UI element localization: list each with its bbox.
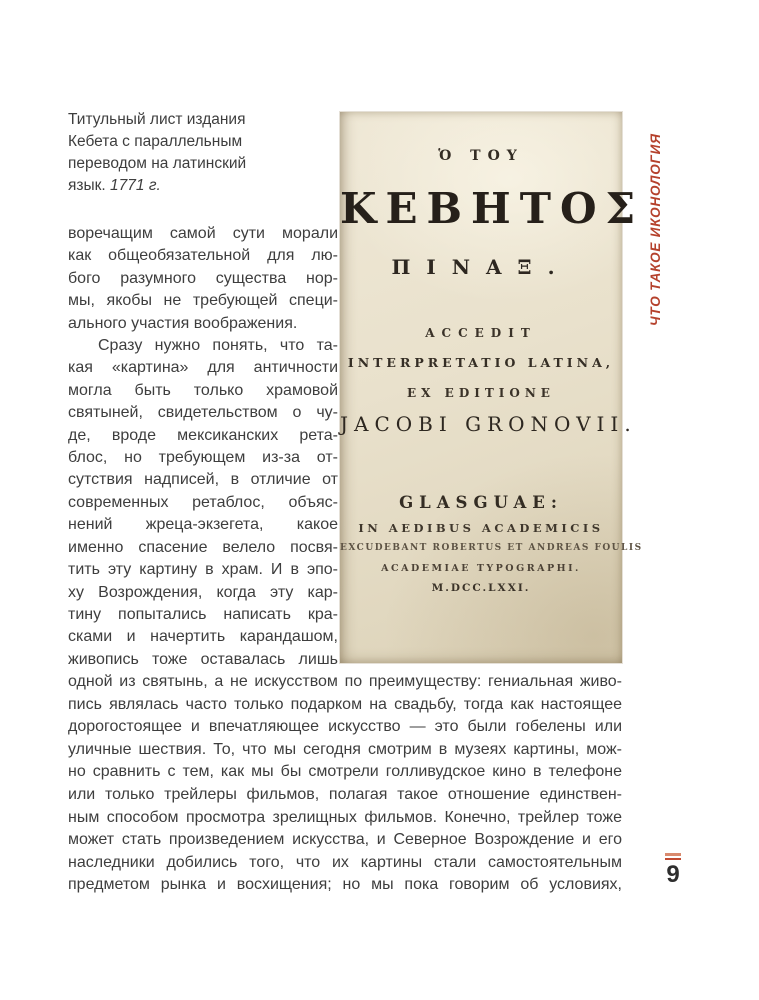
page-number-marks	[665, 853, 681, 860]
scan-text-line: GLASGUAE:	[399, 493, 563, 512]
text-line: могла быть только храмовой	[68, 381, 338, 399]
text-line: тить эту картину в храм. И в эпо-	[68, 561, 338, 579]
text-line: как общеобязательной для лю-	[68, 247, 338, 265]
text-line: сутствия надписей, в отличие от	[68, 471, 338, 489]
scan-text-line: INTERPRETATIO LATINA,	[347, 355, 615, 370]
caption-text: язык.	[68, 177, 111, 194]
text-line: тину попытались написать кра-	[68, 605, 338, 623]
caption-line: Кебета с параллельным	[68, 133, 243, 150]
text-line: или только трейлеры фильмов, полагая такое отношение единствен-	[68, 785, 622, 803]
text-line: живопись тоже оставалась лишь	[68, 650, 338, 668]
text-line: ального участия воображения.	[68, 314, 298, 332]
scan-text-line: Ὁ ΤΟΥ	[438, 148, 524, 164]
caption-line-last	[68, 175, 288, 197]
text-line: но сравнить с тем, как мы бы смотрели голливудское кино в телефоне	[68, 763, 622, 781]
text-line: блос, но требующем из-за от-	[68, 449, 338, 467]
figure-caption	[68, 109, 288, 197]
text-line: именно спасение велело посвя-	[68, 538, 338, 556]
text-line: Сразу нужно понять, что та-	[98, 337, 338, 355]
text-line: пись являлась часто только подарком на свадьбу, тогда как настоящее	[68, 695, 622, 713]
text-line: дорогостоящее и впечатляющее искусство — это были гобелены или	[68, 718, 622, 736]
scan-text-line: ΠΙΝΑΞ.	[391, 255, 571, 279]
red-dash	[665, 858, 681, 861]
caption-line: Титульный лист издания	[68, 111, 246, 128]
text-line: может стать произведением искусства, и Северное Возрождение и его	[68, 831, 622, 849]
text-line: современных ретаблос, объяс-	[68, 493, 338, 511]
text-line: предметом рынка и восхищения; но мы пока говорим об условиях,	[68, 876, 622, 894]
caption-year: 1771 г.	[110, 177, 161, 194]
caption-line: переводом на латинский	[68, 155, 247, 172]
text-line: кая «картина» для античности	[68, 359, 338, 377]
scan-text-line: ΚΕΒΗΤΟΣ	[340, 184, 645, 233]
text-line: святыней, свидетельством о чу-	[68, 404, 338, 422]
red-dash	[665, 853, 681, 856]
sidebar-running-title: ЧТО ТАКОЕ ИКОНОЛОГИЯ	[648, 133, 663, 326]
text-line: ху Возрождения, когда эту кар-	[68, 583, 338, 601]
scan-text-line: ACADEMIAE TYPOGRAPHI.	[381, 563, 581, 574]
text-line: ным способом просмотра зрелищных фильмов. Конечно, трейлер тоже	[68, 808, 622, 826]
scan-text-line: M.DCC.LXXI.	[431, 582, 531, 594]
page-number: 9	[666, 861, 680, 888]
text-line: бого разумного существа нор-	[68, 269, 338, 287]
page-number-block	[660, 853, 686, 887]
scan-text-line: EX EDITIONE	[407, 386, 555, 400]
text-line: мы, якобы не требующей специ-	[68, 292, 338, 310]
scan-text-line: JACOBI GRONOVII.	[340, 412, 637, 436]
text-line: нений жреца-экзегета, какое	[68, 516, 338, 534]
text-line: воречащим самой сути морали	[68, 225, 338, 242]
text-line: наследники добились того, что их картины стали самостоятельным	[68, 853, 622, 871]
text-line: уличные шествия. То, что мы сегодня смотрим в музеях картины, мож-	[68, 740, 622, 758]
text-line: одной из святынь, а не искусством по преимуществу: гениальная живо-	[68, 673, 622, 690]
scan-text-line: IN AEDIBUS ACADEMICIS	[358, 521, 604, 535]
scan-text-line: EXCUDEBANT ROBERTUS ET ANDREAS FOULIS	[340, 543, 643, 553]
text-line: де, вроде мексиканских рета-	[68, 426, 338, 444]
body-bottom-block	[68, 671, 622, 897]
book-scan-image	[340, 112, 645, 663]
body-left-column	[68, 223, 338, 671]
text-line: сками и начертить карандашом,	[68, 628, 338, 646]
scan-text-line: ACCEDIT	[425, 326, 537, 340]
